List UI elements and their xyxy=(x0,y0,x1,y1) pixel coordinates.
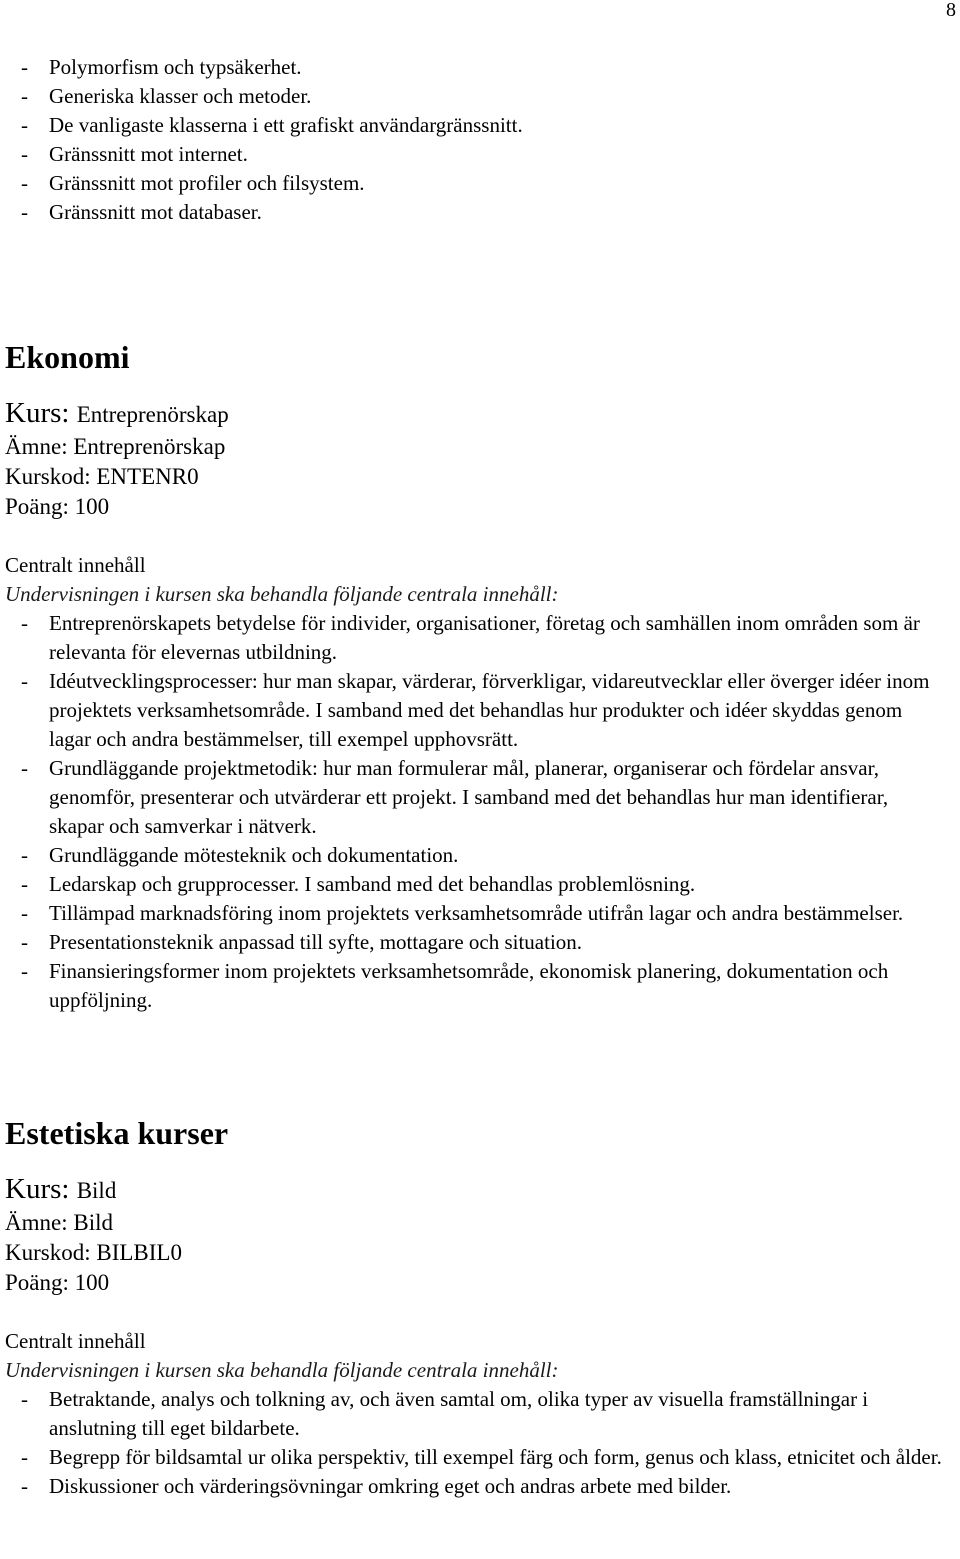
course-code: Kurskod: ENTENR0 xyxy=(5,464,199,489)
course-name: Entreprenörskap xyxy=(76,402,229,427)
list-item: - Tillämpad marknadsföring inom projektets verksamhetsområde utifrån lagar och andra bestämmelser. xyxy=(21,901,904,925)
central-content-list xyxy=(5,609,945,1015)
list-item: - Entreprenörskapets betydelse för individer, organisationer, företag och samhällen inom områden som är relevanta för elevernas utbildning. xyxy=(21,611,920,664)
subject: Ämne: Bild xyxy=(5,1210,113,1235)
list-item: - Diskussioner och värderingsövningar omkring eget och andras arbete med bilder. xyxy=(21,1474,732,1498)
course-meta xyxy=(5,1208,945,1298)
list-item: - Gränssnitt mot databaser. xyxy=(21,200,262,224)
course-label: Kurs: xyxy=(5,397,70,429)
topic-list xyxy=(5,53,945,227)
course-meta xyxy=(5,432,945,522)
section-title: Estetiska kurser xyxy=(5,1115,229,1151)
list-item: - Grundläggande mötesteknik och dokumentation. xyxy=(21,843,459,867)
list-item: - Gränssnitt mot internet. xyxy=(21,142,248,166)
section-title: Ekonomi xyxy=(5,339,130,375)
course-name: Bild xyxy=(76,1178,117,1203)
course-code: Kurskod: BILBIL0 xyxy=(5,1240,182,1265)
course-heading xyxy=(5,1172,945,1208)
central-content-heading: Centralt innehåll xyxy=(5,1329,146,1353)
points: Poäng: 100 xyxy=(5,494,110,519)
course-label: Kurs: xyxy=(5,1173,70,1205)
subject: Ämne: Entreprenörskap xyxy=(5,434,226,459)
central-content-intro: Undervisningen i kursen ska behandla följande centrala innehåll: xyxy=(5,1358,559,1382)
list-item: - Idéutvecklingsprocesser: hur man skapar, värderar, förverkligar, vidareutvecklar eller överger idéer inom projektets verksamhetsområde. I samband med det behandlas hur produkter och idéer skyddas genom lagar och andra bestämmelser, till exempel upphovsrätt. xyxy=(21,669,930,751)
list-item: - Grundläggande projektmetodik: hur man formulerar mål, planerar, organiserar och fördelar ansvar, genomför, presenterar och utvärderar ett projekt. I samband med det behandlas hur man identifierar, skapar och samverkar i nätverk. xyxy=(21,756,889,838)
document-content xyxy=(5,53,945,1501)
list-item: - De vanligaste klasserna i ett grafiskt användargränssnitt. xyxy=(21,113,523,137)
list-item: - Ledarskap och grupprocesser. I samband med det behandlas problemlösning. xyxy=(21,872,696,896)
central-content-list xyxy=(5,1385,945,1501)
list-item: - Polymorfism och typsäkerhet. xyxy=(21,55,302,79)
page-number: 8 xyxy=(946,0,956,21)
course-heading xyxy=(5,396,945,432)
list-item: - Begrepp för bildsamtal ur olika perspektiv, till exempel färg och form, genus och klass, etnicitet och ålder. xyxy=(21,1445,942,1469)
list-item: - Presentationsteknik anpassad till syfte, mottagare och situation. xyxy=(21,930,583,954)
list-item: - Finansieringsformer inom projektets verksamhetsområde, ekonomisk planering, dokumentation och uppföljning. xyxy=(21,959,889,1012)
list-item: - Betraktande, analys och tolkning av, och även samtal om, olika typer av visuella framställningar i anslutning till eget bildarbete. xyxy=(21,1387,869,1440)
list-item: - Generiska klasser och metoder. xyxy=(21,84,312,108)
list-item: - Gränssnitt mot profiler och filsystem. xyxy=(21,171,365,195)
points: Poäng: 100 xyxy=(5,1270,110,1295)
central-content-intro: Undervisningen i kursen ska behandla följande centrala innehåll: xyxy=(5,582,559,606)
central-content-heading: Centralt innehåll xyxy=(5,553,146,577)
